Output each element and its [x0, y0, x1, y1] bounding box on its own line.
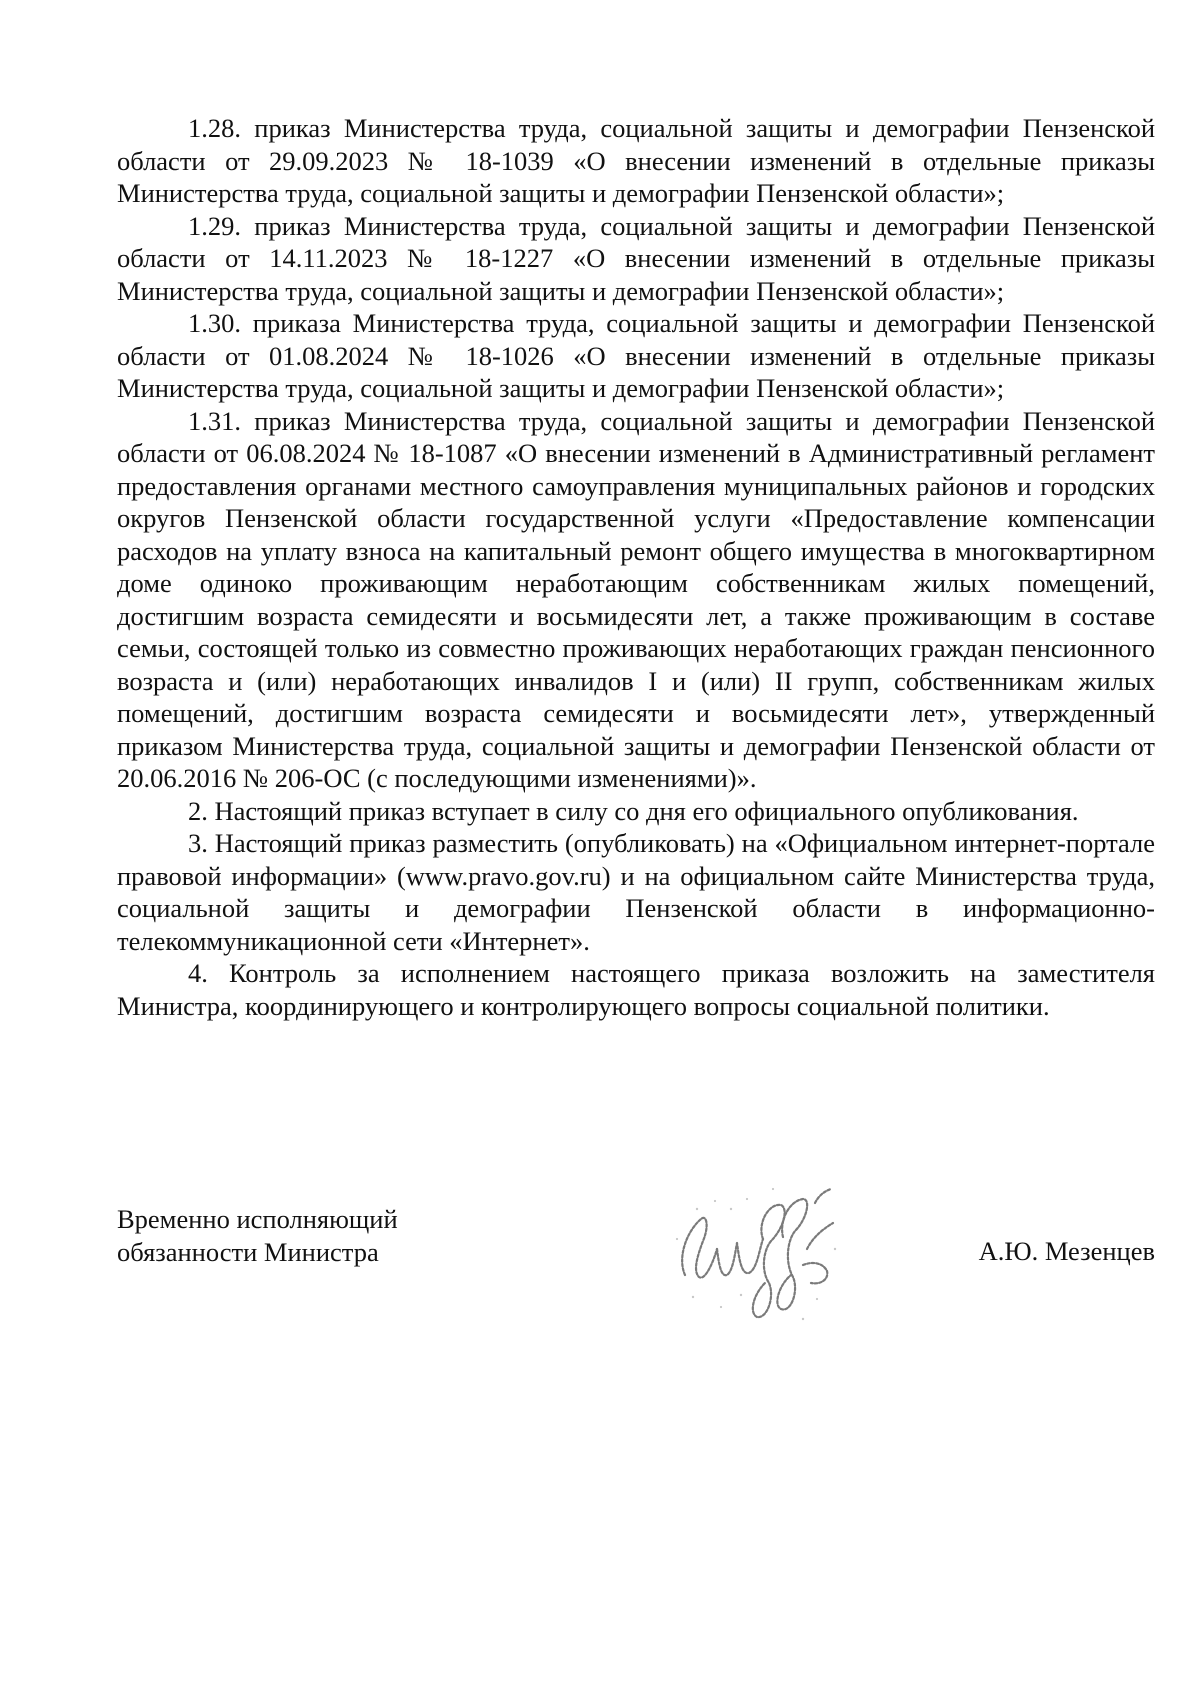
- signer-position: [117, 1203, 537, 1268]
- signer-name: А.Ю. Мезенцев: [978, 1236, 1155, 1266]
- clause-1-28: 1.28. приказ Министерства труда, социальной защиты и демографии Пензенской области от 29.09.2023 № 18-1039 «О внесении изменений в отдельные приказы Министерства труда, социальной защиты и демографии Пензенской области»;: [117, 113, 1155, 208]
- clause-4-control: 4. Контроль за исполнением настоящего приказа возложить на заместителя Министра, координирующего и контролирующего вопросы социальной политики.: [117, 958, 1155, 1021]
- document-body: [117, 112, 1155, 1022]
- signature-block: [117, 1203, 1155, 1373]
- clause-1-29: 1.29. приказ Министерства труда, социальной защиты и демографии Пензенской области от 14.11.2023 № 18-1227 «О внесении изменений в отдельные приказы Министерства труда, социальной защиты и демографии Пензенской области»;: [117, 210, 1155, 306]
- clause-3-publication: 3. Настоящий приказ разместить (опубликовать) на «Официальном интернет-портале правовой информации» (www.pravo.gov.ru) и на официальном сайте Министерства труда, социальной защиты и демографии Пензенской области в информационно-телекоммуникационной сети «Интернет».: [117, 828, 1155, 956]
- handwritten-signature: [657, 1179, 847, 1329]
- clause-1-31: 1.31. приказ Министерства труда, социальной защиты и демографии Пензенской области от 06.08.2024 № 18-1087 «О внесении изменений в Административный регламент предоставления органами местного самоуправления муниципальных районов и городских округов Пензенской области государственной услуги «Предоставление компенсации расходов на уплату взноса на капитальный ремонт общего имущества в многоквартирном доме одиноко проживающим неработающим собственникам жилых помещений, достигшим возраста семидесяти и восьмидесяти лет, а также проживающим в составе семьи, состоящей только из совместно проживающих неработающих граждан пенсионного возраста и (или) неработающих инвалидов I и (или) II групп, собственникам жилых помещений, достигшим возраста семидесяти и восьмидесяти лет», утвержденный приказом Министерства труда, социальной защиты и демографии Пензенской области от 20.06.2016 № 206-ОС (с последующими изменениями)».: [117, 405, 1155, 793]
- signer-position-line-2: обязанности Министра: [117, 1236, 379, 1267]
- clause-2-effective-date: 2. Настоящий приказ вступает в силу со дня его официального опубликования.: [188, 795, 1079, 826]
- signer-position-line-1: Временно исполняющий: [117, 1204, 398, 1234]
- clause-1-30: 1.30. приказа Министерства труда, социальной защиты и демографии Пензенской области от 01.08.2024 № 18-1026 «О внесении изменений в отдельные приказы Министерства труда, социальной защиты и демографии Пензенской области»;: [117, 308, 1155, 403]
